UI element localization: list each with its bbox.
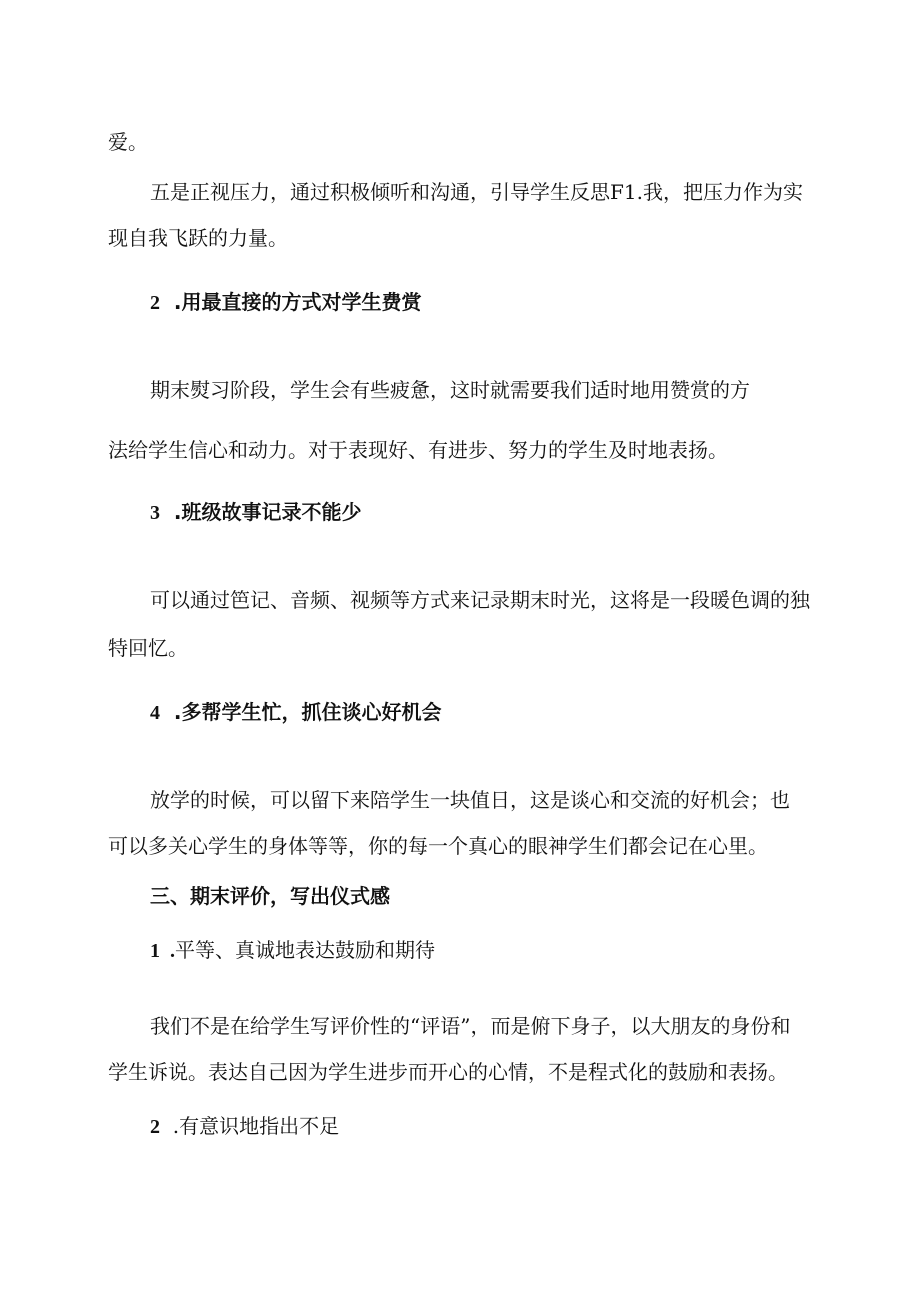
subsection-heading: [150, 936, 435, 965]
paragraph-line: 可以通过笆记、音频、视频等方式来记录期末时光，这将是一段暖色调的独: [150, 588, 810, 612]
heading-text: 多帮学生忙，抓住谈心好机会: [181, 700, 442, 724]
paragraph-line: 放学的时候，可以留下来陪学生一块值日，这是谈心和交流的好机会；也: [150, 788, 790, 812]
heading-separator: .: [160, 500, 182, 524]
paragraph-line: 我们不是在给学生写评价性的“评语”，而是俯下身子，以大朋友的身份和: [150, 1014, 791, 1038]
heading-separator: .: [160, 700, 182, 724]
heading-number: 4: [150, 702, 160, 724]
heading-number: 2: [150, 292, 160, 314]
heading-number: 3: [150, 502, 160, 524]
heading-separator: .: [160, 1114, 180, 1138]
heading-text: 用最直接的方式对学生费赏: [181, 290, 422, 314]
paragraph-line: 五是正视压力，通过积极倾听和沟通，引导学生反思F1.我，把压力作为实: [150, 180, 803, 204]
heading-number: 2: [150, 1116, 160, 1138]
heading-separator: .: [160, 290, 182, 314]
heading-text: 有意识地指出不足: [179, 1114, 340, 1138]
heading-separator: .: [160, 940, 175, 962]
chapter-heading: 三、期末评价，写出仪式感: [150, 884, 390, 908]
subsection-heading: [150, 1112, 339, 1141]
paragraph-line: 法给学生信心和动力。对于表现好、有进步、努力的学生及时地表扬。: [108, 438, 728, 462]
section-heading: [150, 698, 442, 727]
paragraph-line: 爱。: [108, 130, 148, 154]
paragraph-line: 学生诉说。表达自己因为学生进步而开心的心情，不是程式化的鼓励和表扬。: [108, 1060, 788, 1084]
paragraph-line: 特回忆。: [108, 636, 188, 660]
heading-text: 班级故事记录不能少: [181, 500, 362, 524]
heading-number: 1: [150, 940, 160, 962]
paragraph-line: 期末熨习阶段，学生会有些疲惫，这时就需要我们适时地用赞赏的方: [150, 378, 750, 402]
section-heading: [150, 498, 362, 527]
paragraph-line: 可以多关心学生的身体等等，你的每一个真心的眼神学生们都会记在心里。: [108, 834, 768, 858]
section-heading: [150, 288, 422, 317]
heading-text: 平等、真诚地表达鼓励和期待: [175, 938, 435, 962]
paragraph-line: 现自我飞跃的力量。: [108, 226, 288, 250]
